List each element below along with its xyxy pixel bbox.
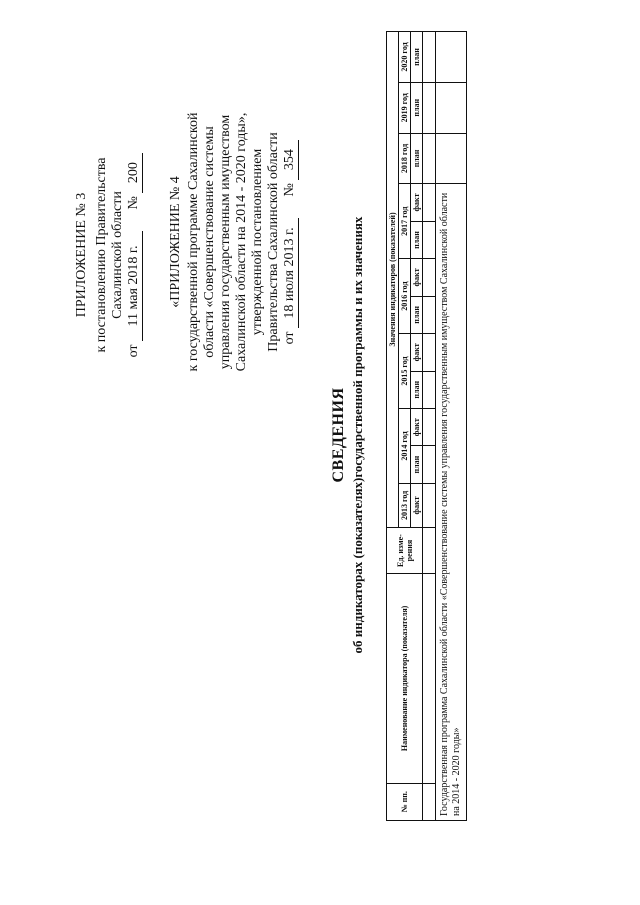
- year-header: 2017 год: [399, 184, 411, 259]
- appendix-4-date: 18 июля 2013 г.: [282, 218, 299, 328]
- table-cell: [423, 259, 436, 296]
- program-title-cell: Государственная программа Сахалинской области «Совершенствование системы управления государственным имуществом Сахалинской области на 2014 - 2020 годы»: [436, 184, 467, 821]
- table-cell: [436, 32, 467, 83]
- table-cell: [423, 133, 436, 184]
- appendix-4-line3: управления государственным имуществом: [218, 114, 233, 370]
- table-cell: [436, 133, 467, 184]
- fact-label: факт: [411, 334, 423, 371]
- table-cell: [423, 32, 436, 83]
- col-header-values: Значения индикаторов (показателей): [387, 32, 399, 528]
- appendix-4-header: [168, 97, 299, 387]
- table-cell: [423, 296, 436, 333]
- appendix-4-line4: Сахалинской области на 2014 - 2020 годы»,: [234, 112, 249, 372]
- year-header: 2016 год: [399, 259, 411, 334]
- appendix-3-header: [74, 105, 143, 405]
- plan-label: план: [411, 221, 423, 258]
- num-prefix: №: [282, 183, 297, 197]
- appendix-3-date-line: [126, 105, 143, 405]
- table-cell: [423, 82, 436, 133]
- appendix-3-line2: Сахалинской области: [110, 191, 125, 319]
- num-prefix: №: [126, 196, 141, 210]
- date-prefix: от: [282, 331, 297, 345]
- table-cell: [423, 184, 436, 221]
- table-cell: [423, 527, 436, 573]
- appendix-3-date: 11 мая 2018 г.: [126, 231, 143, 341]
- plan-label: план: [411, 446, 423, 483]
- table-cell: [423, 371, 436, 408]
- fact-label: факт: [411, 408, 423, 445]
- fact-label: факт: [411, 184, 423, 221]
- appendix-3-line1: к постановлению Правительства: [94, 157, 109, 353]
- heading-title: СВЕДЕНИЯ: [330, 387, 347, 483]
- appendix-4-line5: утвержденной постановлением: [250, 148, 265, 336]
- plan-label: план: [411, 371, 423, 408]
- year-header: 2014 год: [399, 408, 411, 483]
- indicators-table: [386, 31, 467, 821]
- appendix-4-number: 354: [282, 140, 299, 180]
- fact-label: факт: [411, 483, 423, 527]
- plan-label: план: [411, 32, 423, 83]
- table-cell: [423, 221, 436, 258]
- appendix-4-title: «ПРИЛОЖЕНИЕ № 4: [168, 176, 183, 308]
- heading-subtitle: об индикаторах (показателях)государственной программы и их значениях: [350, 216, 365, 654]
- plan-label: план: [411, 296, 423, 333]
- year-header: 2018 год: [399, 133, 411, 184]
- year-header: 2020 год: [399, 32, 411, 83]
- table-number-row: [423, 32, 436, 821]
- plan-label: план: [411, 82, 423, 133]
- plan-label: план: [411, 133, 423, 184]
- table-cell: [423, 574, 436, 783]
- table-program-row: [436, 32, 467, 821]
- document-heading: [330, 75, 366, 795]
- table-cell: [423, 408, 436, 445]
- appendix-3-title: ПРИЛОЖЕНИЕ № 3: [74, 192, 89, 318]
- table-cell: [423, 483, 436, 527]
- col-header-num: № пп.: [387, 783, 423, 820]
- table-cell: [423, 446, 436, 483]
- table-cell: [423, 334, 436, 371]
- year-header: 2019 год: [399, 82, 411, 133]
- fact-label: факт: [411, 259, 423, 296]
- appendix-4-line1: к государственной программе Сахалинской: [186, 112, 201, 372]
- table-cell: [423, 783, 436, 820]
- col-header-name: Наименование индикатора (показателя): [387, 574, 423, 783]
- appendix-4-line2: области «Совершенствование системы: [202, 126, 217, 358]
- appendix-4-line6: Правительства Сахалинской области: [266, 132, 281, 352]
- table-cell: [436, 82, 467, 133]
- date-prefix: от: [126, 344, 141, 358]
- col-header-unit: Ед. изме-рения: [387, 527, 423, 573]
- year-header: 2013 год: [399, 483, 411, 527]
- appendix-3-number: 200: [126, 153, 143, 193]
- year-header: 2015 год: [399, 334, 411, 409]
- table-header-row: [387, 32, 399, 821]
- appendix-4-date-line: [282, 97, 299, 387]
